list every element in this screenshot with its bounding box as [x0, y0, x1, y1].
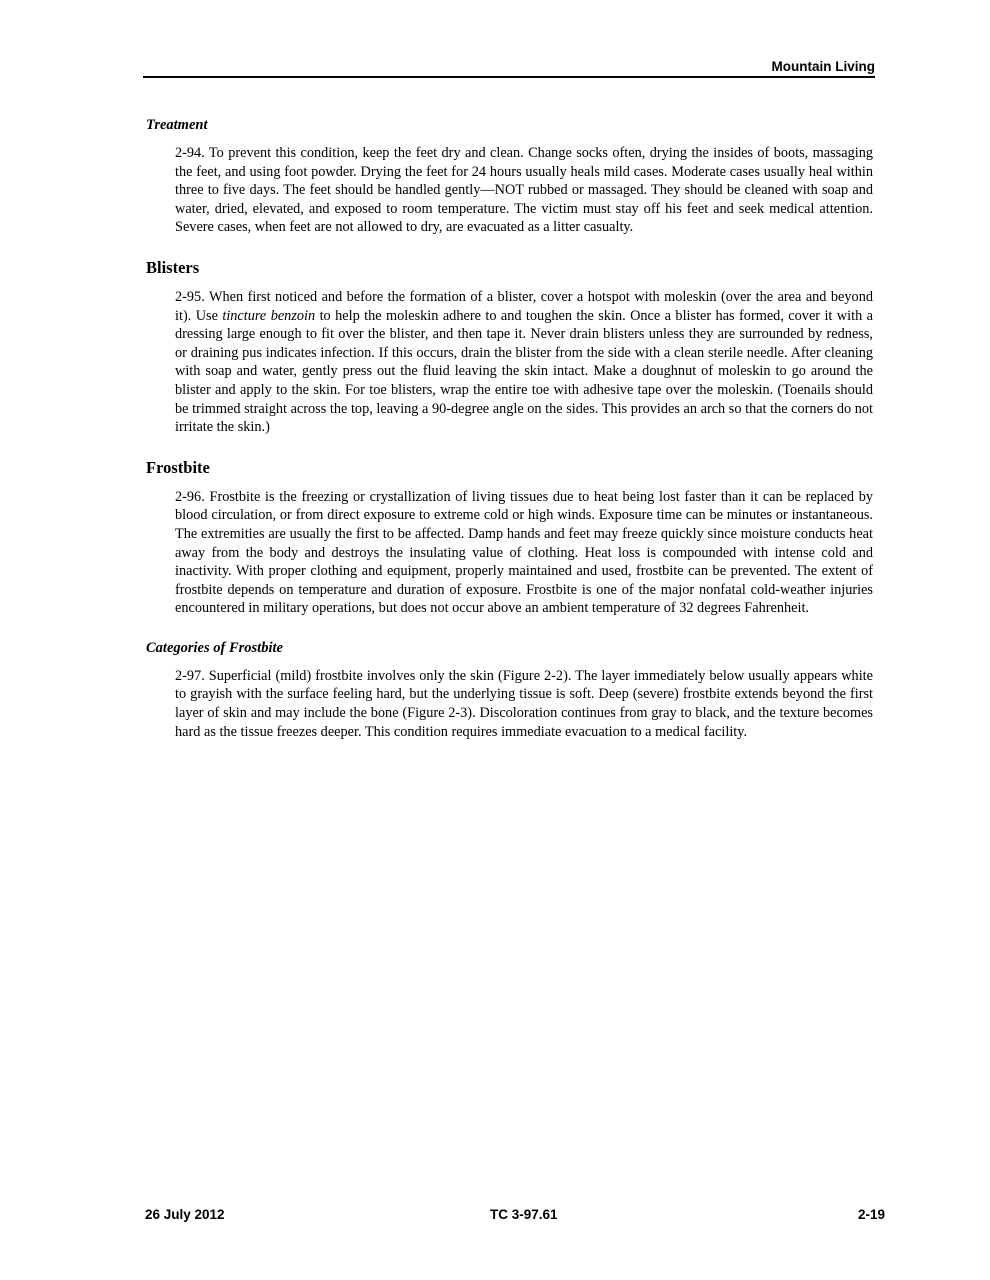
- section-categories-of-frostbite: [146, 639, 873, 741]
- footer-date: 26 July 2012: [145, 1207, 225, 1222]
- footer-page-number: 2-19: [858, 1207, 886, 1222]
- paragraph-2-95-text-end: to help the moleskin adhere to and toughen the skin. Once a blister has formed, cover it with a dressing large enough to fit over the blister, and then tape it. Never drain blisters unless they are surrounded by redness, or draining pus indicates infection. If this occurs, drain the blister from the side with a clean sterile needle. After cleaning with soap and water, gently press out the fluid leaving the skin intact. Make a doughnut of moleskin to go around the blister and apply to the skin. For toe blisters, wrap the entire toe with adhesive tape over the moleskin. (Toenails should be trimmed straight across the top, leaving a 90-degree angle on the sides. This provides an arch so that the corners do not irritate the skin.): [175, 307, 873, 436]
- running-header: [143, 59, 875, 78]
- section-frostbite: [146, 458, 873, 618]
- paragraph-2-97: 2-97. Superficial (mild) frostbite involves only the skin (Figure 2-2). The layer immediately below usually appears white to grayish with the surface feeling hard, but the underlying tissue is soft. Deep (severe) frostbite extends beyond the first layer of skin and may include the bone (Figure 2-3). Discoloration continues from gray to black, and the texture becomes hard as the tissue freezes deeper. This condition requires immediate evacuation to a medical facility.: [175, 667, 873, 740]
- chapter-title: Mountain Living: [771, 59, 875, 74]
- categories-heading: Categories of Frostbite: [146, 639, 283, 656]
- blisters-heading: Blisters: [146, 257, 200, 277]
- section-blisters: [146, 258, 873, 437]
- section-treatment: [146, 116, 873, 237]
- page-body: [146, 116, 873, 741]
- paragraph-2-95-text-start: 2-95. When first noticed and before the formation of a blister, cover a hotspot with moleskin (over the area and beyond it). Use: [175, 288, 873, 324]
- treatment-heading: Treatment: [146, 117, 208, 133]
- paragraph-2-94: 2-94. To prevent this condition, keep the feet dry and clean. Change socks often, drying the insides of boots, massaging the feet, and using foot powder. Drying the feet for 24 hours usually heals mild cases. Moderate cases usually heal within three to five days. The feet should be handled gently—NOT rubbed or massaged. They should be cleaned with soap and water, dried, elevated, and exposed to room temperature. The victim must stay off his feet and seek medical attention. Severe cases, when feet are not allowed to dry, are evacuated as a litter casualty.: [175, 145, 873, 236]
- paragraph-2-95-emphasis: tincture benzoin: [222, 307, 316, 324]
- footer-publication: TC 3-97.61: [490, 1207, 558, 1222]
- frostbite-heading: Frostbite: [146, 457, 210, 477]
- paragraph-2-96: 2-96. Frostbite is the freezing or crystallization of living tissues due to heat being lost faster than it can be replaced by blood circulation, or from direct exposure to extreme cold or high winds. Exposure time can be minutes or instantaneous. The extremities are usually the first to be affected. Damp hands and feet may freeze quickly since moisture conducts heat away from the body and destroys the insulating value of clothing. Heat loss is compounded with intense cold and inactivity. With proper clothing and equipment, properly maintained and used, frostbite can be prevented. The extent of frostbite depends on temperature and duration of exposure. Frostbite is one of the major nonfatal cold-weather injuries encountered in military operations, but does not occur above an ambient temperature of 32 degrees Fahrenheit.: [175, 488, 873, 617]
- paragraph-2-95: [175, 288, 873, 437]
